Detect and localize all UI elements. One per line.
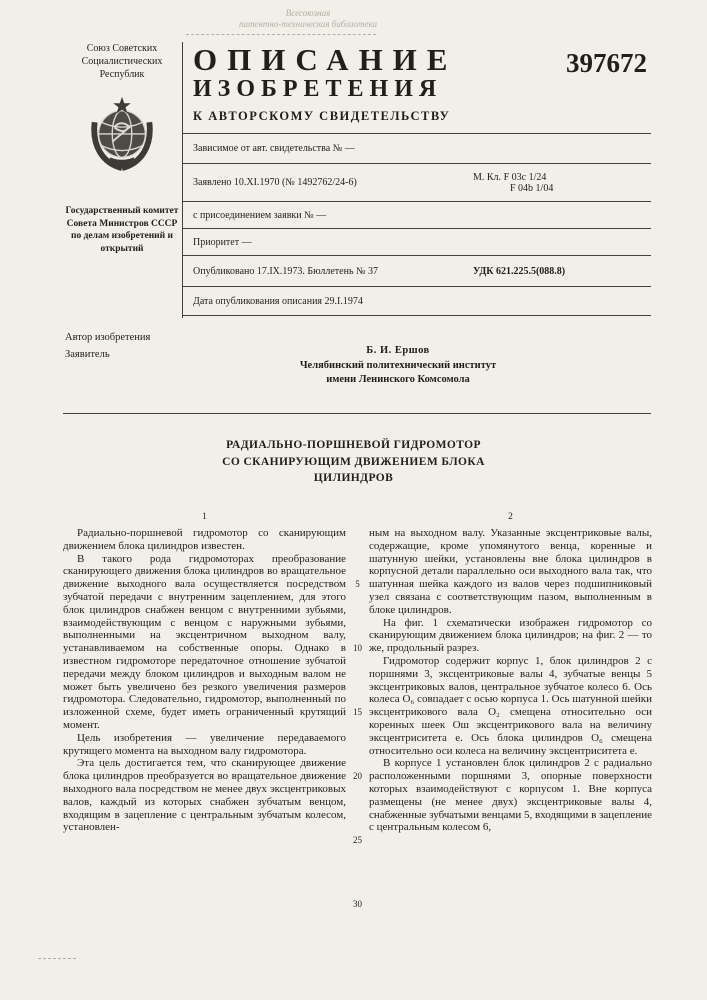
text-column-1 [63, 527, 346, 834]
field-row-joined [183, 202, 651, 229]
committee-label: Государственный комитет Совета Министров СССР по делам изобретений и открытий [65, 206, 179, 254]
field-row-filed [183, 164, 651, 202]
udk-code: УДК 621.225.5(088.8) [473, 265, 566, 277]
applicant-org-line1: Челябинский политехнический институт [299, 359, 497, 371]
class-codes [473, 172, 651, 194]
library-stamp-line2: патентно-техническая библиотека [238, 19, 378, 29]
description-body [63, 512, 652, 909]
field-row-pub-date [183, 287, 651, 316]
stamp-divider [186, 34, 376, 35]
field-published: Опубликовано 17.IX.1973. Бюллетень № 37 [193, 265, 379, 277]
paragraph: В такого рода гидромоторах преобразование сканирующего движения блока цилиндров во вращательное движение выходного вала осуществляется посредством зубчатой передачи с внутренним зацеплением, для этого блок цилиндров снабжен венцом с внутренними зубьями, взаимодействующим с венцом с наружными зубьями, выполненными на эксцентричном выходном валу, устанавливаемом на собственные опоры. Однако в известном гидромоторе передаточное отношение зубчатой передачи между блоком цилиндров и выходным валом не может быть увеличено без резкого увеличения размеров гидромотора. Следовательно, гидромотор, выполненный по изложенной схеме, будет иметь ограниченный крутящий момент. [63, 552, 346, 731]
field-priority: Приоритет — [193, 236, 252, 248]
field-row-dependent [183, 134, 651, 164]
author-name: Б. И. Ершов [366, 345, 430, 356]
header-main [183, 42, 651, 316]
class-code-2: F 04b 1/04 [510, 182, 554, 194]
union-label: Союз Советских Социалистических Республик [81, 43, 163, 80]
field-joined: с присоединением заявки № — [193, 209, 327, 221]
column-2-header: 2 [508, 512, 513, 522]
invention-title-line3: ЦИЛИНДРОВ [313, 472, 394, 484]
field-row-priority [183, 229, 651, 256]
field-filed: Заявлено 10.XI.1970 (№ 1492762/24-6) [193, 177, 357, 188]
library-stamp [208, 8, 408, 30]
line-number-15: 15 [353, 707, 362, 717]
role-applicant: Заявитель [65, 349, 110, 360]
ussr-emblem-icon [83, 93, 161, 171]
line-number-30: 30 [353, 899, 362, 909]
paragraph: На фиг. 1 схематически изображен гидромотор со сканирующим движением блока цилиндров; на фиг. 2 — то же, продольный разрез. [369, 616, 652, 655]
line-number-10: 10 [353, 643, 362, 653]
document-title-row [183, 42, 651, 134]
text-column-2 [369, 527, 652, 834]
class-code-label: М. Кл. [473, 171, 502, 183]
doc-subtitle: К АВТОРСКОМУ СВИДЕТЕЛЬСТВУ [193, 109, 451, 123]
doc-type-line1: ОПИСАНИЕ [193, 42, 458, 77]
header-left-column [63, 42, 181, 255]
line-number-25: 25 [353, 835, 362, 845]
paragraph: В корпусе 1 установлен блок цилиндров 2 с радиально расположенными поршнями 3, опорные поверхности которых взаимодействуют с корпусом 1. Вне корпуса размещены (не менее двух) эксцентриковые валы 4, снабженные зубчатыми венцами 5, входящими в зацепление с центральным колесом 6, [369, 757, 652, 834]
paragraph: Гидромотор содержит корпус 1, блок цилиндров 2 с поршнями 3, эксцентриковые валы 4, зубчатые венцы 5 эксцентриковых валов, центральное зубчатое колесо 6. Ось колеса О₆ совпадает с осью корпуса 1. Ось шатунной шейки эксцентрикового вала О₂ смещена относительно оси коренных шеек Ош эксцентрикового вала на величину эксцентриситета е. Ось блока цилиндров О₆ смещена относительно оси колеса на величину эксцентриситета е. [369, 654, 652, 757]
role-author: Автор изобретения [65, 332, 151, 343]
margin-mark [38, 958, 76, 959]
author-roles [65, 330, 155, 364]
paragraph: Радиально-поршневой гидромотор со сканирующим движением блока цилиндров известен. [63, 527, 346, 552]
line-number-5: 5 [355, 579, 360, 589]
paragraph: Цель изобретения — увеличение передаваемого крутящего момента на выходном валу гидромотора. [63, 731, 346, 757]
document-type-block [193, 44, 457, 133]
invention-title-line1: РАДИАЛЬНО-ПОРШНЕВОЙ ГИДРОМОТОР [226, 439, 481, 451]
line-number-20: 20 [353, 771, 362, 781]
field-row-published [183, 256, 651, 287]
library-stamp-line1: Всесоюзная [285, 8, 331, 18]
patent-number: 397672 [566, 48, 647, 78]
paragraph: Эта цель достигается тем, что сканирующее движение блока цилиндров преобразуется во вращательное движение выходного вала посредством не менее двух эксцентриковых валов, каждый из которых снабжен зубчатым венцом, входящим в зацепление с центральным зубчатым колесом, установлен- [63, 757, 346, 834]
applicant-org-line2: имени Ленинского Комсомола [326, 374, 470, 385]
field-dependent: Зависимое от авт. свидетельства № — [193, 143, 355, 154]
column-headers [63, 512, 652, 522]
invention-title-line2: СО СКАНИРУЮЩИМ ДВИЖЕНИЕМ БЛОКА [222, 455, 485, 468]
invention-title [0, 437, 707, 487]
field-pub-date: Дата опубликования описания 29.I.1974 [193, 295, 363, 307]
section-divider [63, 413, 651, 414]
paragraph: ным на выходном валу. Указанные эксцентриковые валы, содержащие, кроме упомянутого венца, коренные и шатунную шейки, установлены вне блока цилиндров в корпусной детали параллельно оси выходного вала так, что шатунная шейка каждого из валов через подшипниковый узел связана с соответствующим пазом, выполненным в блоке цилиндров. [369, 527, 652, 616]
doc-type-line2: ИЗОБРЕТЕНИЯ [193, 76, 443, 102]
column-1-header: 1 [202, 512, 207, 522]
class-code-1: F 03c 1/24 [503, 171, 547, 183]
authors-block [183, 344, 613, 388]
